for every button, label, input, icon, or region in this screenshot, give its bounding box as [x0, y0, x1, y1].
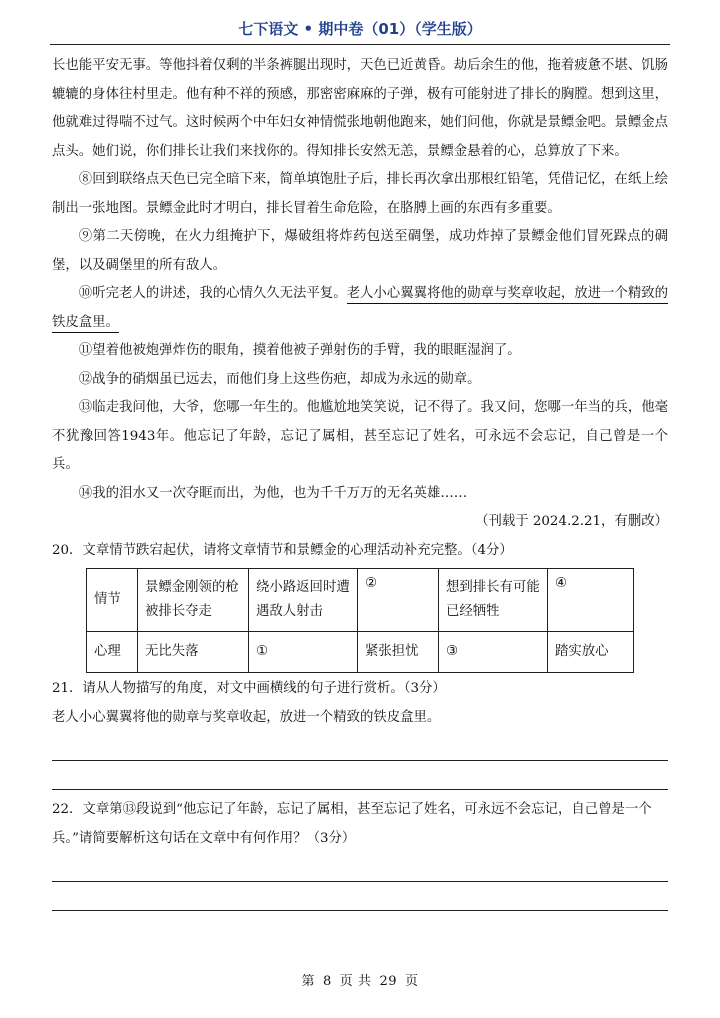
paragraph-10-text: ⑩听完老人的讲述，我的心情久久无法平复。 — [78, 286, 347, 301]
question-21-sentence: 老人小心翼翼将他的勋章与奖章收起，放进一个精致的铁皮盒里。 — [52, 709, 441, 725]
page-header: 七下语文 • 期中卷（01）（学生版） — [238, 20, 482, 38]
plot-cell: ④ — [548, 569, 634, 632]
plot-cell: 景鳔金刚领的枪被排长夺走 — [138, 569, 249, 632]
paragraph-12: ⑫战争的硝烟虽已远去，而他们身上这些伤疤，却成为永远的勋章。 — [78, 371, 481, 387]
question-22: 22．文章第⑬段说到“他忘记了年龄，忘记了属相，甚至忘记了姓名，可永远不会忘记，自己曾是一个兵。”请简要解析这句话在文章中有何作用？（3分） — [52, 802, 652, 846]
plot-cell: 想到排长有可能已经牺牲 — [439, 569, 548, 632]
answer-line[interactable] — [52, 853, 668, 882]
page-number: 8 — [323, 974, 332, 989]
mind-cell: ③ — [439, 632, 548, 673]
plot-cell: ② — [358, 569, 439, 632]
mind-cell: 紧张担忧 — [358, 632, 439, 673]
underlined-sentence: 老人小心翼翼将他的勋章与奖章收起，放进一个精致的铁皮盒里。 — [52, 286, 668, 333]
mind-cell: ① — [249, 632, 358, 673]
footer-mid: 页 共 — [339, 974, 372, 989]
plot-row — [87, 569, 634, 632]
mind-label: 心理 — [87, 632, 138, 673]
paragraph-11: ⑪望着他被炮弹炸伤的眼角，摸着他被子弹射伤的手臂，我的眼眶湿润了。 — [78, 343, 521, 358]
question-20: 20．文章情节跌宕起伏，请将文章情节和景鳔金的心理活动补充完整。（4分） — [52, 542, 513, 558]
answer-line[interactable] — [52, 761, 668, 790]
page-total: 29 — [379, 974, 397, 989]
paragraph-8: ⑧回到联络点天色已完全暗下来，简单填饱肚子后，排长再次拿出那根红铅笔，凭借记忆，在纸上绘制出一张地图。景鳔金此时才明白，排长冒着生命危险，在胳膊上画的东西有多重要。 — [52, 172, 668, 216]
source-note: （刊载于 2024.2.21，有删改） — [475, 514, 668, 529]
paragraph-continuation: 长也能平安无事。等他抖着仅剩的半条裤腿出现时，天色已近黄昏。劫后余生的他，拖着疲惫不堪、饥肠辘辘的身体往村里走。他有种不祥的预感，那密密麻麻的子弹，极有可能射进了排长的胸膛。想到这里，他就难过得喘不过气。这时候两个中年妇女神情慌张地朝他跑来，她们问他，你就是景鳔金吧。景鳔金点点头。她们说，你们排长让我们来找你的。得知排长安然无恙，景鳔金悬着的心，总算放了下来。 — [52, 58, 668, 159]
paragraph-13: ⑬临走我问他，大爷，您哪一年生的。他尴尬地笑笑说，记不得了。我又问，您哪一年当的兵，他毫不犹豫回答1943年。他忘记了年龄，忘记了属相，甚至忘记了姓名，可永远不会忘记，自己曾是一个兵。 — [52, 400, 668, 472]
plot-label: 情节 — [87, 569, 138, 632]
answer-line[interactable] — [52, 732, 668, 761]
mind-cell: 无比失落 — [138, 632, 249, 673]
document-body — [52, 52, 668, 911]
page-footer — [0, 970, 720, 989]
paragraph-10 — [52, 280, 668, 337]
footer-prefix: 第 — [301, 974, 316, 989]
header-divider — [50, 44, 670, 45]
plot-table — [86, 568, 634, 673]
mind-cell: 踏实放心 — [548, 632, 634, 673]
plot-cell: 绕小路返回时遭遇敌人射击 — [249, 569, 358, 632]
footer-suffix: 页 — [404, 974, 419, 989]
answer-line[interactable] — [52, 882, 668, 911]
paragraph-14: ⑭我的泪水又一次夺眶而出，为他，也为千千万万的无名英雄…… — [78, 485, 468, 501]
paragraph-9: ⑨第二天傍晚，在火力组掩护下，爆破组将炸药包送至碉堡，成功炸掉了景鳔金他们冒死跺点的碉堡，以及碉堡里的所有敌人。 — [52, 229, 668, 273]
question-21: 21．请从人物描写的角度，对文中画横线的句子进行赏析。（3分） — [52, 681, 446, 696]
mind-row — [87, 632, 634, 673]
